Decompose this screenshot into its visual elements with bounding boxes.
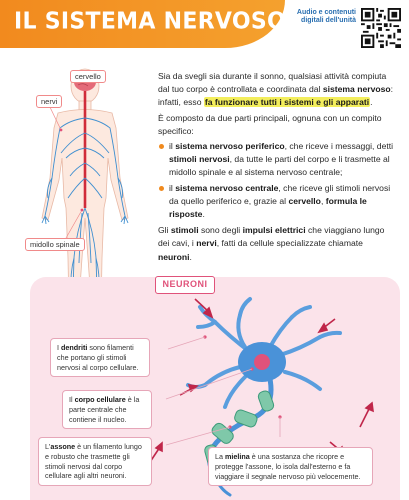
nucleus [254,354,270,370]
main-text [158,70,398,266]
note-mielina: La mielina è una sostanza che ricopre e protegge l'assone, lo isola dall'esterno e fa viaggiare il segnale nervoso più velocemente. [208,447,373,486]
qr-code-icon[interactable] [361,8,401,48]
note-assone: L'assone è un filamento lungo e robusto che trasmette gli stimoli nervosi dal corpo cellulare agli altri neuroni. [38,437,152,486]
label-midollo-spinale: midollo spinale [25,238,85,251]
bullet-periferico: il sistema nervoso periferico, che riceve i messaggi, detti stimoli nervosi, da tutte le parti del corpo e li trasmette al midollo spinale e al sistema nervoso centrale; [158,140,398,180]
note-dendriti: I dendriti sono filamenti che portano gli stimoli nervosi al corpo cellulare. [50,338,150,377]
neuroni-tag: NEURONI [155,276,215,294]
paragraph-stimoli: Gli stimoli sono degli impulsi elettrici che viaggiano lungo dei cavi, i nervi, fatti da cellule specializzate chiamate neuroni. [158,225,385,262]
audio-link[interactable]: Audio e contenuti digitali dell'unità [296,9,356,25]
paragraph-intro: Sia da svegli sia durante il sonno, qualsiasi attività compiuta dal tuo corpo è controllata e coordinata dal sistema nervoso: infatti, esso fa funzionare tutti i sistemi e gli apparati. [158,71,394,108]
label-nervi: nervi [36,95,62,108]
page-title: IL SISTEMA NERVOSO [14,8,287,35]
note-corpo-cellulare: Il corpo cellulare è la parte centrale che contiene il nucleo. [62,390,152,429]
bullet-centrale: il sistema nervoso centrale, che riceve gli stimoli nervosi da quello periferico e, grazie al cervello, formula le risposte. [158,182,398,222]
paragraph-parts: È composto da due parti principali, ognuna con un compito specifico: [158,112,382,136]
label-cervello: cervello [70,70,106,83]
